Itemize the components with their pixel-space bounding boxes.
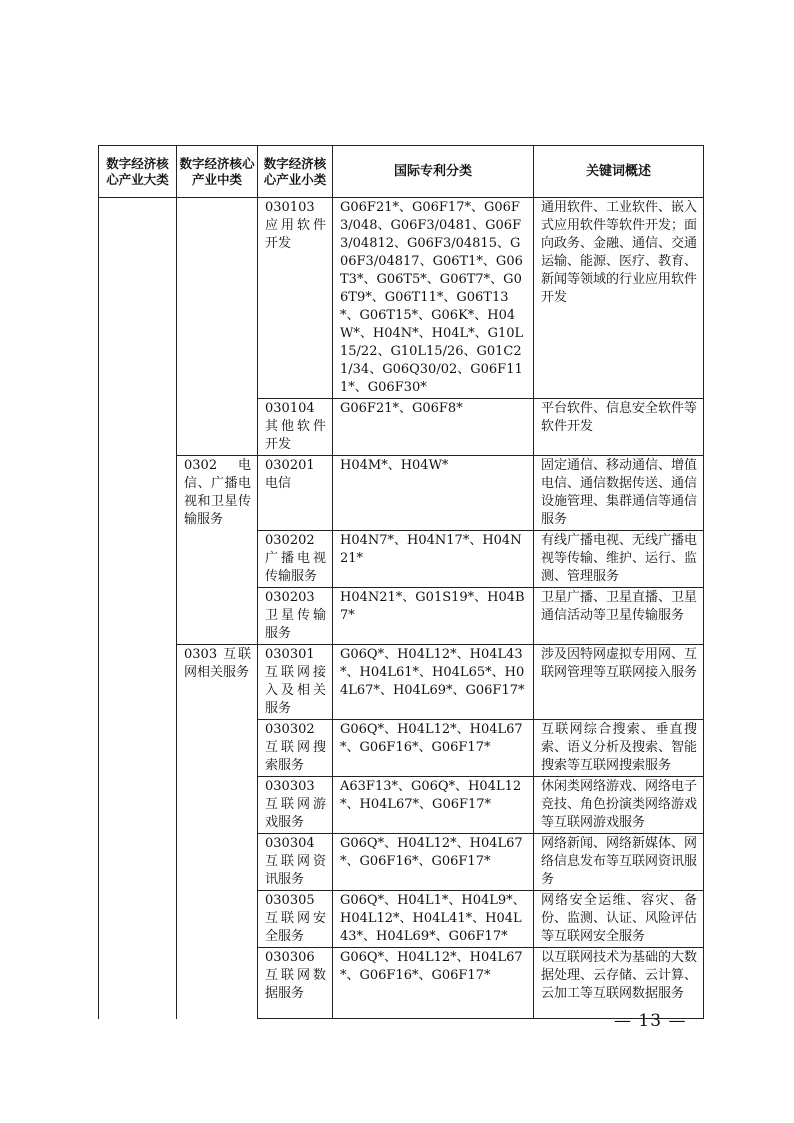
- table-header-row: [99, 146, 704, 198]
- sub-category-cell: 030301 互联网接入及相关服务: [258, 645, 333, 720]
- keywords-cell: 网络新闻、网络新媒体、网络信息发布等互联网资讯服务: [534, 834, 704, 891]
- mid-category-cell: 0303 互联网相关服务: [177, 645, 258, 1019]
- keywords-cell: 以互联网技术为基础的大数据处理、云存储、云计算、云加工等互联网数据服务: [534, 948, 704, 1019]
- sub-category-cell: 030201 电信: [258, 456, 333, 531]
- table-row: [99, 456, 704, 531]
- page-number: — 13 —: [614, 1011, 687, 1031]
- ipc-cell: G06Q*、H04L12*、H04L67*、G06F16*、G06F17*: [333, 948, 534, 1019]
- sub-category-cell: 030302 互联网搜索服务: [258, 720, 333, 777]
- keywords-cell: 互联网综合搜索、垂直搜索、语义分析及搜索、智能搜索等互联网搜索服务: [534, 720, 704, 777]
- sub-category-cell: 030303 互联网游戏服务: [258, 777, 333, 834]
- sub-category-cell: 030304 互联网资讯服务: [258, 834, 333, 891]
- keywords-cell: 通用软件、工业软件、嵌入式应用软件等软件开发；面向政务、金融、通信、交通运输、能源、医疗、教育、新闻等领域的行业应用软件开发: [534, 198, 704, 399]
- sub-category-cell: 030306 互联网数据服务: [258, 948, 333, 1019]
- keywords-cell: 有线广播电视、无线广播电视等传输、维护、运行、监测、管理服务: [534, 531, 704, 588]
- header-sub-category: 数字经济核心产业小类: [258, 146, 333, 198]
- ipc-cell: H04M*、H04W*: [333, 456, 534, 531]
- ipc-cell: G06Q*、H04L1*、H04L9*、H04L12*、H04L41*、H04L43*、H04L69*、G06F17*: [333, 891, 534, 948]
- header-major-category: 数字经济核心产业大类: [99, 146, 177, 198]
- keywords-cell: 网络安全运维、容灾、备份、监测、认证、风险评估等互联网安全服务: [534, 891, 704, 948]
- sub-category-cell: 030103 应用软件开发: [258, 198, 333, 399]
- classification-table: [98, 145, 704, 1019]
- mid-category-cell: 0302电信、广播电视和卫星传输服务: [177, 456, 258, 645]
- ipc-cell: G06Q*、H04L12*、H04L67*、G06F16*、G06F17*: [333, 720, 534, 777]
- ipc-cell: G06F21*、G06F8*: [333, 399, 534, 456]
- sub-category-cell: 030104 其他软件开发: [258, 399, 333, 456]
- mid-category-cell: [177, 198, 258, 456]
- sub-category-cell: 030203 卫星传输服务: [258, 588, 333, 645]
- table-row: [99, 198, 704, 399]
- keywords-cell: 休闲类网络游戏、网络电子竞技、角色扮演类网络游戏等互联网游戏服务: [534, 777, 704, 834]
- sub-category-cell: 030202 广播电视传输服务: [258, 531, 333, 588]
- keywords-cell: 卫星广播、卫星直播、卫星通信活动等卫星传输服务: [534, 588, 704, 645]
- keywords-cell: 固定通信、移动通信、增值电信、通信数据传送、通信设施管理、集群通信等通信服务: [534, 456, 704, 531]
- ipc-cell: G06Q*、H04L12*、H04L43*、H04L61*、H04L65*、H04L67*、H04L69*、G06F17*: [333, 645, 534, 720]
- header-ipc: 国际专利分类: [333, 146, 534, 198]
- keywords-cell: 平台软件、信息安全软件等软件开发: [534, 399, 704, 456]
- ipc-cell: H04N7*、H04N17*、H04N21*: [333, 531, 534, 588]
- ipc-cell: A63F13*、G06Q*、H04L12*、H04L67*、G06F17*: [333, 777, 534, 834]
- document-page: [98, 145, 704, 1019]
- keywords-cell: 涉及因特网虚拟专用网、互联网管理等互联网接入服务: [534, 645, 704, 720]
- sub-category-cell: 030305 互联网安全服务: [258, 891, 333, 948]
- ipc-cell: G06F21*、G06F17*、G06F3/048、G06F3/0481、G06F3/04812、G06F3/04815、G06F3/04817、G06T1*、G06T3*、G06T5*、G06T7*、G06T9*、G06T11*、G06T13*、G06T15*、G06K*、H04W*、H04N*、H04L*、G10L15/22、G10L15/26、G01C21/34、G06Q30/02、G06F111*、G06F30*: [333, 198, 534, 399]
- major-category-cell: [99, 198, 177, 1019]
- header-mid-category: 数字经济核心产业中类: [177, 146, 258, 198]
- ipc-cell: G06Q*、H04L12*、H04L67*、G06F16*、G06F17*: [333, 834, 534, 891]
- header-keywords: 关键词概述: [534, 146, 704, 198]
- table-row: [99, 645, 704, 720]
- ipc-cell: H04N21*、G01S19*、H04B7*: [333, 588, 534, 645]
